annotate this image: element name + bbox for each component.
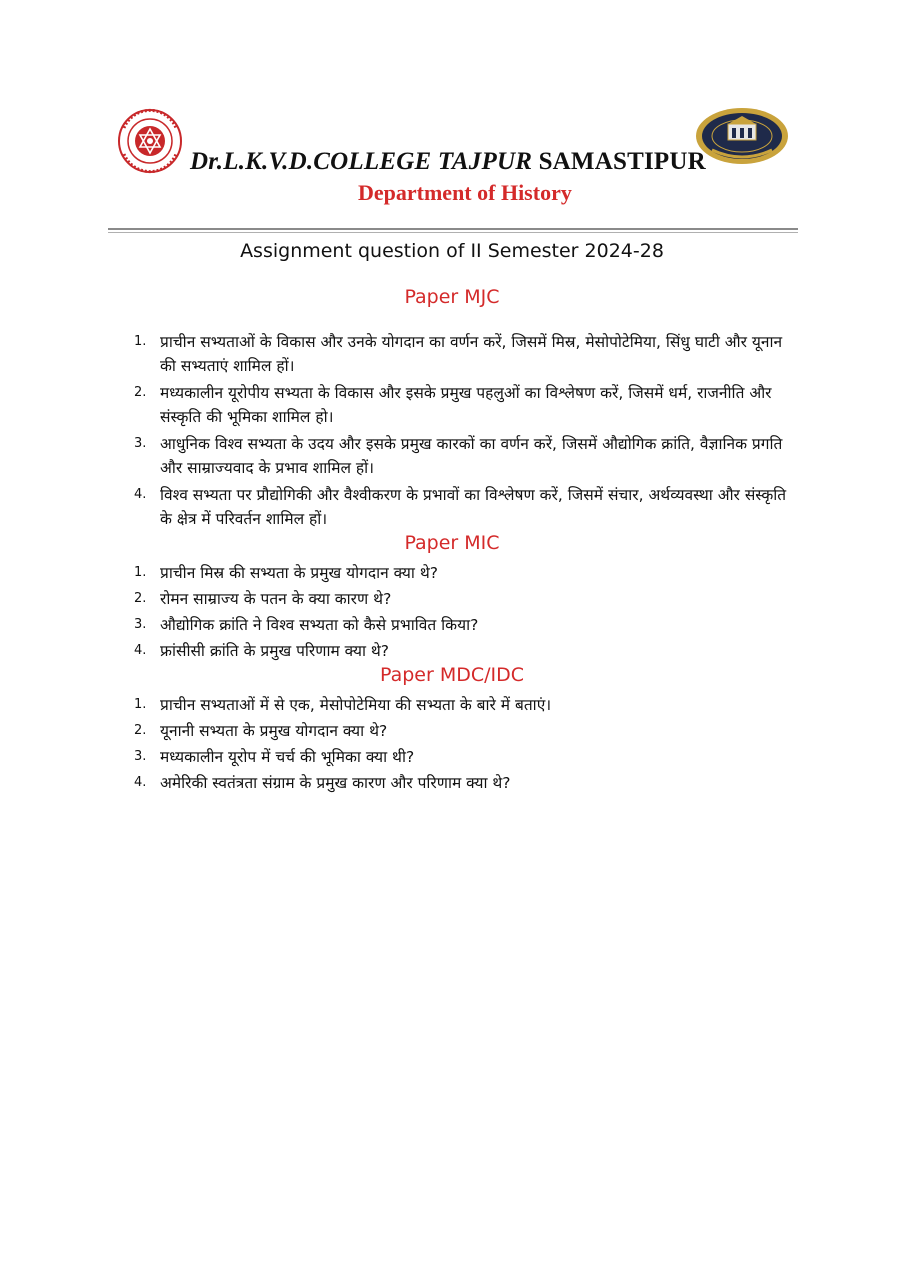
header-divider: [108, 228, 798, 230]
question-number: 3.: [134, 617, 147, 632]
section-heading-mic: Paper MIC: [404, 532, 500, 554]
question-list-mjc: [130, 330, 800, 534]
question-list-mdc-idc: [130, 692, 800, 796]
question-item: [130, 692, 800, 718]
question-item: [130, 483, 800, 531]
question-item: [130, 586, 800, 612]
question-item: [130, 612, 800, 638]
question-number: 4.: [134, 487, 147, 502]
assignment-title: Assignment question of II Semester 2024-28: [240, 240, 664, 262]
question-number: 3.: [134, 749, 147, 764]
question-item: [130, 330, 800, 378]
question-text: विश्व सभ्यता पर प्रौद्योगिकी और वैश्वीकरण के प्रभावों का विश्लेषण करें, जिसमें संचार, अर्थव्यवस्था और संस्कृति के क्षेत्र में परिवर्तन शामिल हों।: [160, 486, 787, 528]
question-item: [130, 560, 800, 586]
question-number: 2.: [134, 723, 147, 738]
question-number: 2.: [134, 591, 147, 606]
question-text: औद्योगिक क्रांति ने विश्व सभ्यता को कैसे प्रभावित किया?: [160, 616, 479, 634]
question-text: प्राचीन मिस्र की सभ्यता के प्रमुख योगदान क्या थे?: [160, 564, 438, 582]
question-text: यूनानी सभ्यता के प्रमुख योगदान क्या थे?: [160, 722, 388, 740]
question-item: [130, 432, 800, 480]
question-item: [130, 744, 800, 770]
question-number: 4.: [134, 775, 147, 790]
header-divider-thin: [108, 232, 798, 233]
question-number: 1.: [134, 565, 147, 580]
question-item: [130, 638, 800, 664]
question-text: रोमन साम्राज्य के पतन के क्या कारण थे?: [160, 590, 392, 608]
question-number: 1.: [134, 697, 147, 712]
question-text: मध्यकालीन यूरोप में चर्च की भूमिका क्या थी?: [160, 748, 415, 766]
university-seal-logo: [108, 108, 192, 174]
question-list-mic: [130, 560, 800, 664]
question-text: फ्रांसीसी क्रांति के प्रमुख परिणाम क्या थे?: [160, 642, 390, 660]
question-text: मध्यकालीन यूरोपीय सभ्यता के विकास और इसके प्रमुख पहलुओं का विश्लेषण करें, जिसमें धर्म, राजनीति और संस्कृति की भूमिका शामिल हो।: [160, 384, 772, 426]
section-heading-mdc-idc: Paper MDC/IDC: [379, 664, 525, 686]
question-text: प्राचीन सभ्यताओं में से एक, मेसोपोटेमिया की सभ्यता के बारे में बताएं।: [160, 696, 552, 714]
college-name-italic: Dr.L.K.V.D.COLLEGE TAJPUR: [190, 148, 533, 175]
department-name: Department of History: [358, 180, 572, 205]
question-text: अमेरिकी स्वतंत्रता संग्राम के प्रमुख कारण और परिणाम क्या थे?: [160, 774, 511, 792]
question-number: 2.: [134, 385, 147, 400]
question-text: प्राचीन सभ्यताओं के विकास और उनके योगदान का वर्णन करें, जिसमें मिस्र, मेसोपोटेमिया, सिंधु घाटी और यूनान की सभ्यताएं शामिल हों।: [160, 333, 783, 375]
question-text: आधुनिक विश्व सभ्यता के उदय और इसके प्रमुख कारकों का वर्णन करें, जिसमें औद्योगिक क्रांति, वैज्ञानिक प्रगति और साम्राज्यवाद के प्रभाव शामिल हों।: [160, 435, 783, 477]
college-name: [190, 148, 710, 176]
question-number: 1.: [134, 334, 147, 349]
question-item: [130, 381, 800, 429]
question-item: [130, 770, 800, 796]
question-number: 3.: [134, 436, 147, 451]
question-item: [130, 718, 800, 744]
question-number: 4.: [134, 643, 147, 658]
section-heading-mjc: Paper MJC: [404, 286, 500, 308]
college-name-city: SAMASTIPUR: [538, 148, 706, 175]
